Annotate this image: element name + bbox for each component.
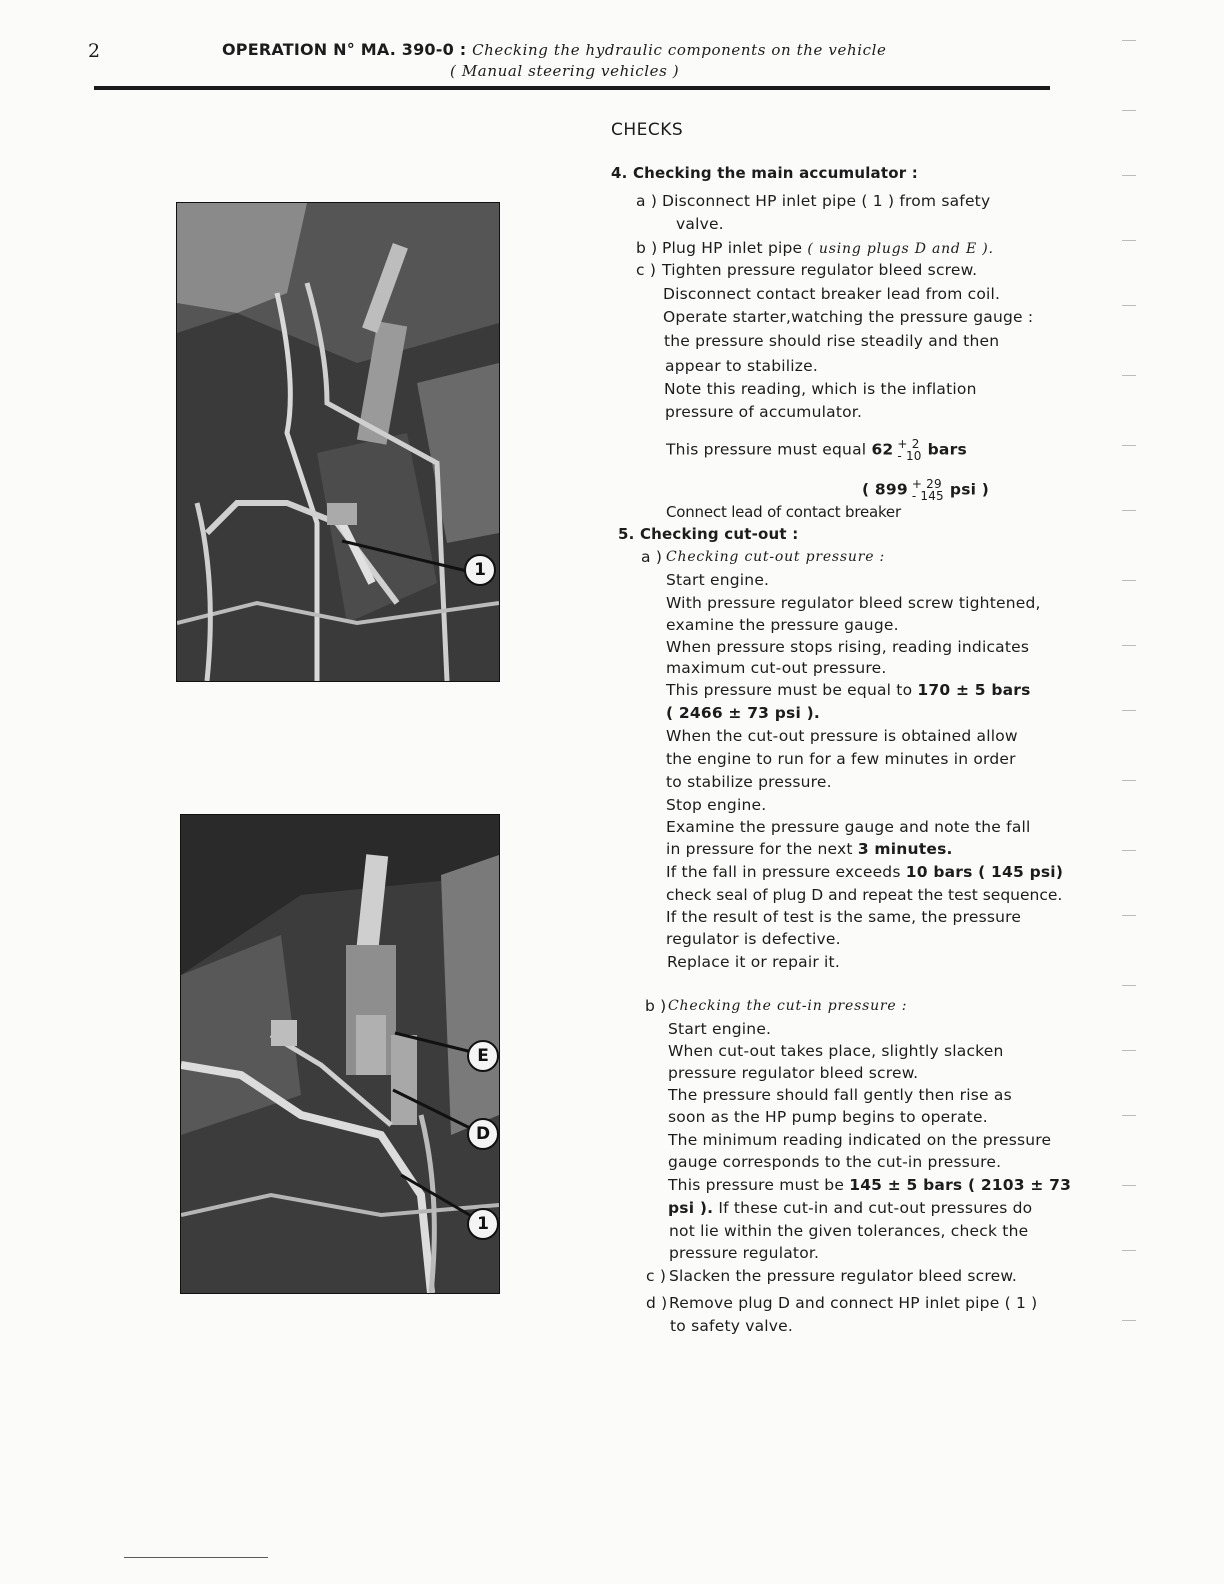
step4-a-label: a ) [636,192,658,210]
header-rule [94,86,1050,90]
margin-mark [1122,915,1136,916]
page-number: 2 [88,40,101,62]
margin-mark [1122,110,1136,111]
step4-b-italic: ( using plugs D and E ). [807,241,994,257]
operation-header [222,40,887,59]
step5-b-label: b ) [645,997,667,1015]
step5-b-pressure-value: 145 ± 5 bars ( 2103 ± 73 [849,1176,1072,1194]
callout-D: D [467,1118,499,1150]
step5-b-line4: The pressure should fall gently then rise as [668,1086,1012,1104]
margin-mark [1122,580,1136,581]
margin-mark [1122,710,1136,711]
figure-1-illustration [177,203,499,681]
step5-a-line8: to stabilize pressure. [666,773,832,791]
step5-a-fall-value: 10 bars ( 145 psi) [905,863,1064,881]
step5-c-label: c ) [646,1267,667,1285]
step4-c-line4: the pressure should rise steadily and then [664,332,1000,350]
figure-2-photo [180,814,500,1294]
margin-mark [1122,1250,1136,1251]
step5-d-line2: to safety valve. [670,1317,794,1335]
step5-a-line5: maximum cut-out pressure. [666,659,887,677]
margin-mark [1122,175,1136,176]
psi-tol-plus: + 29 [911,477,942,491]
step5-a-line13: regulator is defective. [666,930,841,948]
step5-b-psi: psi ). [668,1199,714,1217]
margin-mark [1122,780,1136,781]
margin-mark [1122,645,1136,646]
step4-c-line2: Disconnect contact breaker lead from coil. [663,285,1001,303]
step4-a-line1: Disconnect HP inlet pipe ( 1 ) from safety [662,192,991,210]
callout-1: 1 [464,554,496,586]
margin-mark [1122,850,1136,851]
step4-c-line5: appear to stabilize. [665,357,819,375]
margin-mark [1122,1320,1136,1321]
step5-a-line2: With pressure regulator bleed screw tightened, [666,594,1041,612]
step5-a-fall-text: If the fall in pressure exceeds [666,863,901,881]
step5-b-line8: not lie within the given tolerances, check the [669,1222,1029,1240]
step4-psi-tolerance [912,478,944,502]
figure-2-illustration [181,815,499,1293]
step5-a-line7: the engine to run for a few minutes in order [666,750,1016,768]
step5-a-next-row [666,838,953,860]
step5-a-line12: If the result of test is the same, the pressure [666,908,1022,926]
margin-mark [1122,240,1136,241]
step4-pressure-tolerance [897,438,921,462]
step5-b-title: Checking the cut-in pressure : [668,998,908,1014]
callout-E: E [467,1040,499,1072]
step5-b-line7: gauge corresponds to the cut-in pressure. [668,1153,1002,1171]
step4-c-label: c ) [636,261,657,279]
step4-b-text [662,237,994,260]
step4-c-line6: Note this reading, which is the inflation [664,380,977,398]
step5-a-line3: examine the pressure gauge. [666,616,899,634]
step5-a-next-value: 3 minutes. [857,840,953,858]
operation-title: Checking the hydraulic components on the vehicle [472,41,887,59]
step4-a-line2: valve. [676,215,724,233]
step5-a-line1: Start engine. [666,571,770,589]
step5-a-pressure-row [666,679,1031,701]
step5-a-pressure-text: This pressure must be equal to [666,681,913,699]
step5-a-fall-row [666,861,1063,883]
step5-b-line2: When cut-out takes place, slightly slacken [668,1042,1004,1060]
step5-b-line3: pressure regulator bleed screw. [668,1064,919,1082]
psi-tol-minus: - 145 [911,489,944,503]
step5-a-line11: check seal of plug D and repeat the test sequence. [666,886,1063,904]
step5-a-title: Checking cut-out pressure : [666,549,886,565]
step4-psi-value: ( 899 [862,480,908,499]
step5-d-line1: Remove plug D and connect HP inlet pipe ( 1 ) [669,1294,1038,1312]
step5-a-line4: When pressure stops rising, reading indicates [666,638,1030,656]
step4-b-main: Plug HP inlet pipe [662,239,803,257]
step5-a-line10: Examine the pressure gauge and note the fall [666,818,1031,836]
step4-pressure-value: 62 [871,440,894,459]
step4-pressure-text: This pressure must equal [666,440,867,459]
step5-a-next-text: in pressure for the next [666,840,853,858]
figure-1-photo [176,202,500,682]
margin-mark [1122,445,1136,446]
section-title: CHECKS [611,120,684,140]
step5-b-line5: soon as the HP pump begins to operate. [668,1108,988,1126]
step4-c-line3: Operate starter,watching the pressure gauge : [663,308,1034,326]
step5-b-line6: The minimum reading indicated on the pressure [668,1131,1052,1149]
step5-d-label: d ) [646,1294,668,1312]
step4-c-line1: Tighten pressure regulator bleed screw. [662,261,978,279]
margin-mark [1122,510,1136,511]
step5-c-text: Slacken the pressure regulator bleed screw. [669,1267,1017,1285]
footnote-rule [124,1557,268,1558]
margin-mark [1122,1050,1136,1051]
operation-subtitle: ( Manual steering vehicles ) [450,62,680,80]
step5-a-line9: Stop engine. [666,796,767,814]
step5-a-pressure-value: 170 ± 5 bars [917,681,1031,699]
step4-psi-unit: psi ) [949,480,990,499]
margin-mark [1122,375,1136,376]
step5-a-label: a ) [641,548,663,566]
callout-1b: 1 [467,1208,499,1240]
step4-pressure-unit: bars [927,440,967,459]
step4-psi-row [862,478,989,502]
margin-mark [1122,1115,1136,1116]
step4-heading: 4. Checking the main accumulator : [611,164,918,182]
step5-b-psi-row [668,1197,1032,1219]
margin-mark [1122,985,1136,986]
step5-a-line6: When the cut-out pressure is obtained allow [666,727,1018,745]
step5-b-pressure-text: This pressure must be [668,1176,845,1194]
margin-mark [1122,305,1136,306]
step5-a-pressure-psi: ( 2466 ± 73 psi ). [666,704,820,722]
step5-b-pressure-row [668,1174,1071,1196]
operation-code: OPERATION N° MA. 390-0 : [222,40,467,59]
step5-b-line1: Start engine. [668,1020,772,1038]
step5-b-psi-rest: If these cut-in and cut-out pressures do [718,1199,1033,1217]
step4-pressure-row [666,438,967,462]
margin-mark [1122,1185,1136,1186]
step5-a-line14: Replace it or repair it. [667,953,840,971]
step4-connect-line: Connect lead of contact breaker [666,503,901,521]
step5-b-line9: pressure regulator. [669,1244,820,1262]
tol-minus: - 10 [897,449,922,463]
tol-plus: + 2 [897,437,920,451]
step5-heading: 5. Checking cut-out : [618,525,799,543]
step4-b-label: b ) [636,239,658,257]
margin-mark [1122,40,1136,41]
step4-c-line7: pressure of accumulator. [665,403,863,421]
